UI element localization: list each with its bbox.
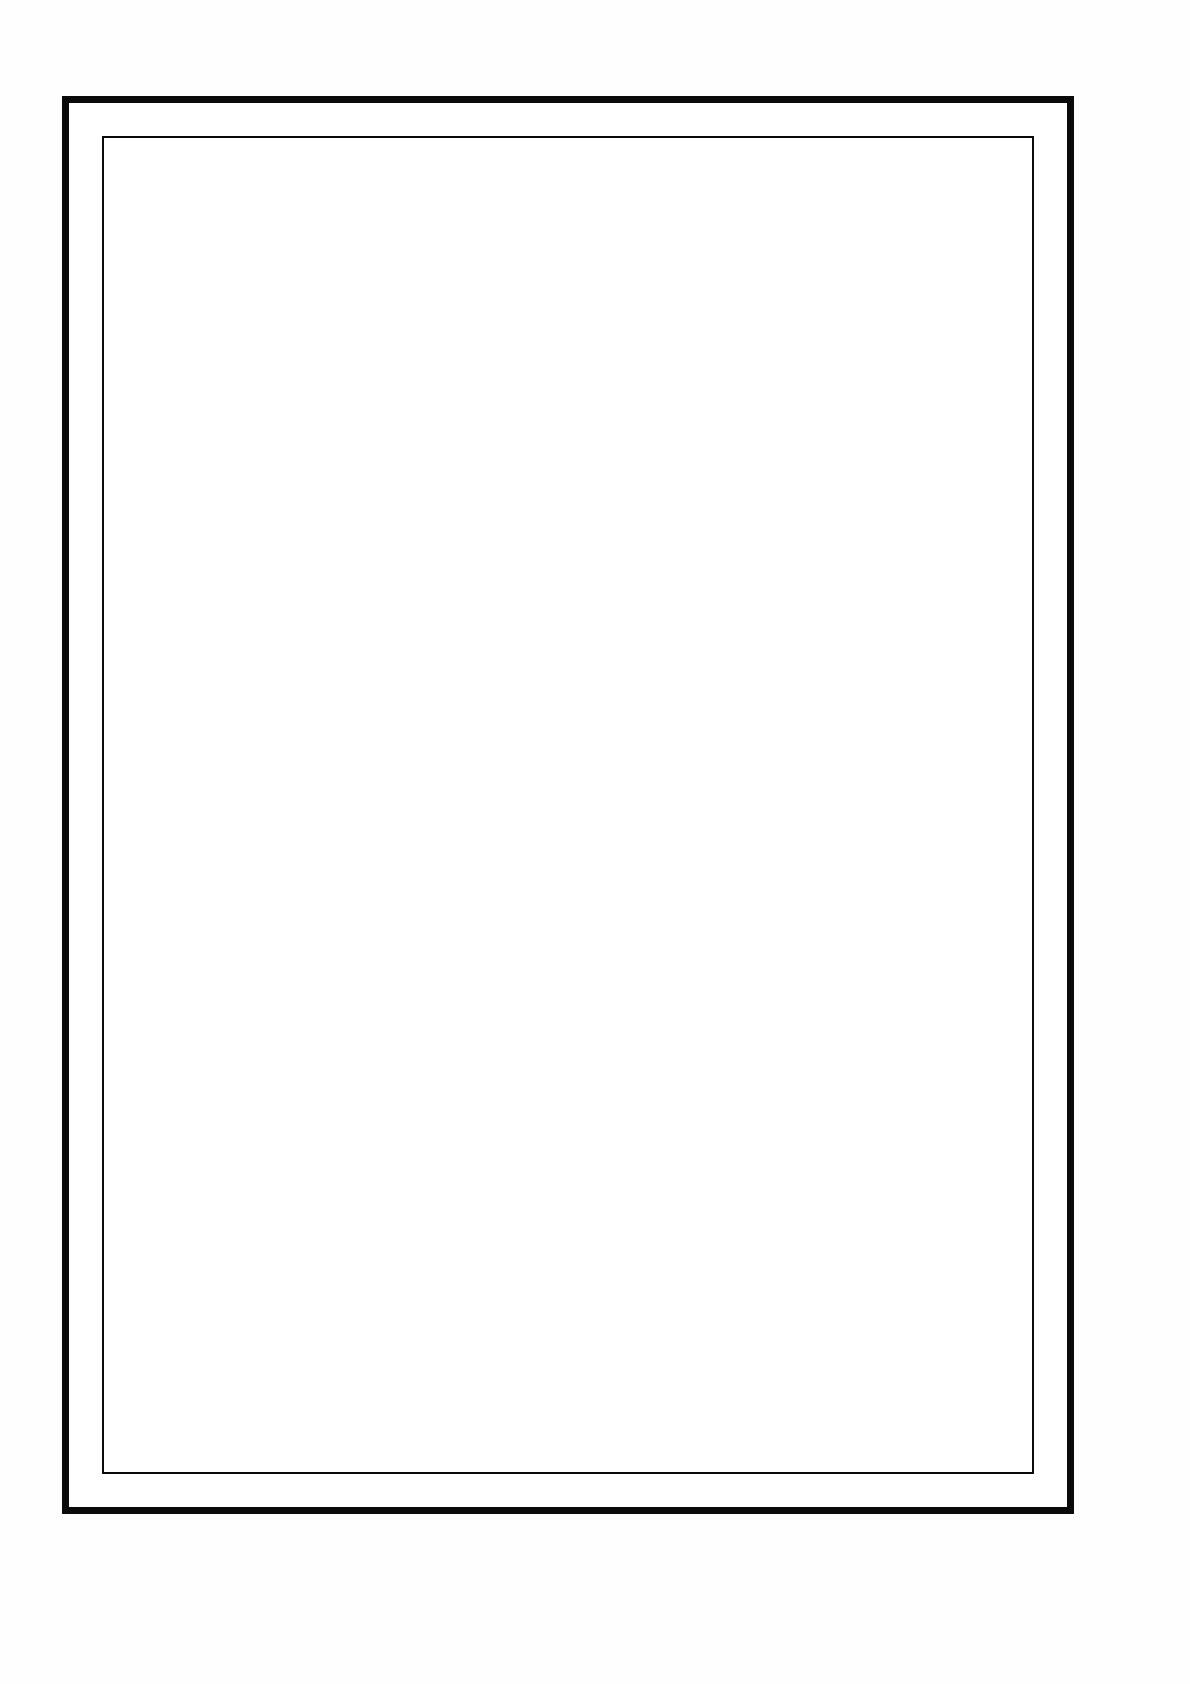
border-ornament-bottom	[69, 1481, 1067, 1507]
quran-text-block	[102, 136, 1034, 1474]
ruku-marker	[18, 108, 64, 110]
border-ornament-top	[69, 103, 1067, 129]
border-ornament-left	[69, 103, 95, 1507]
page-footer	[60, 1570, 1130, 1630]
border-ornament-right	[1041, 103, 1067, 1507]
page-header	[55, 32, 1135, 88]
ornate-border-frame	[62, 96, 1074, 1514]
